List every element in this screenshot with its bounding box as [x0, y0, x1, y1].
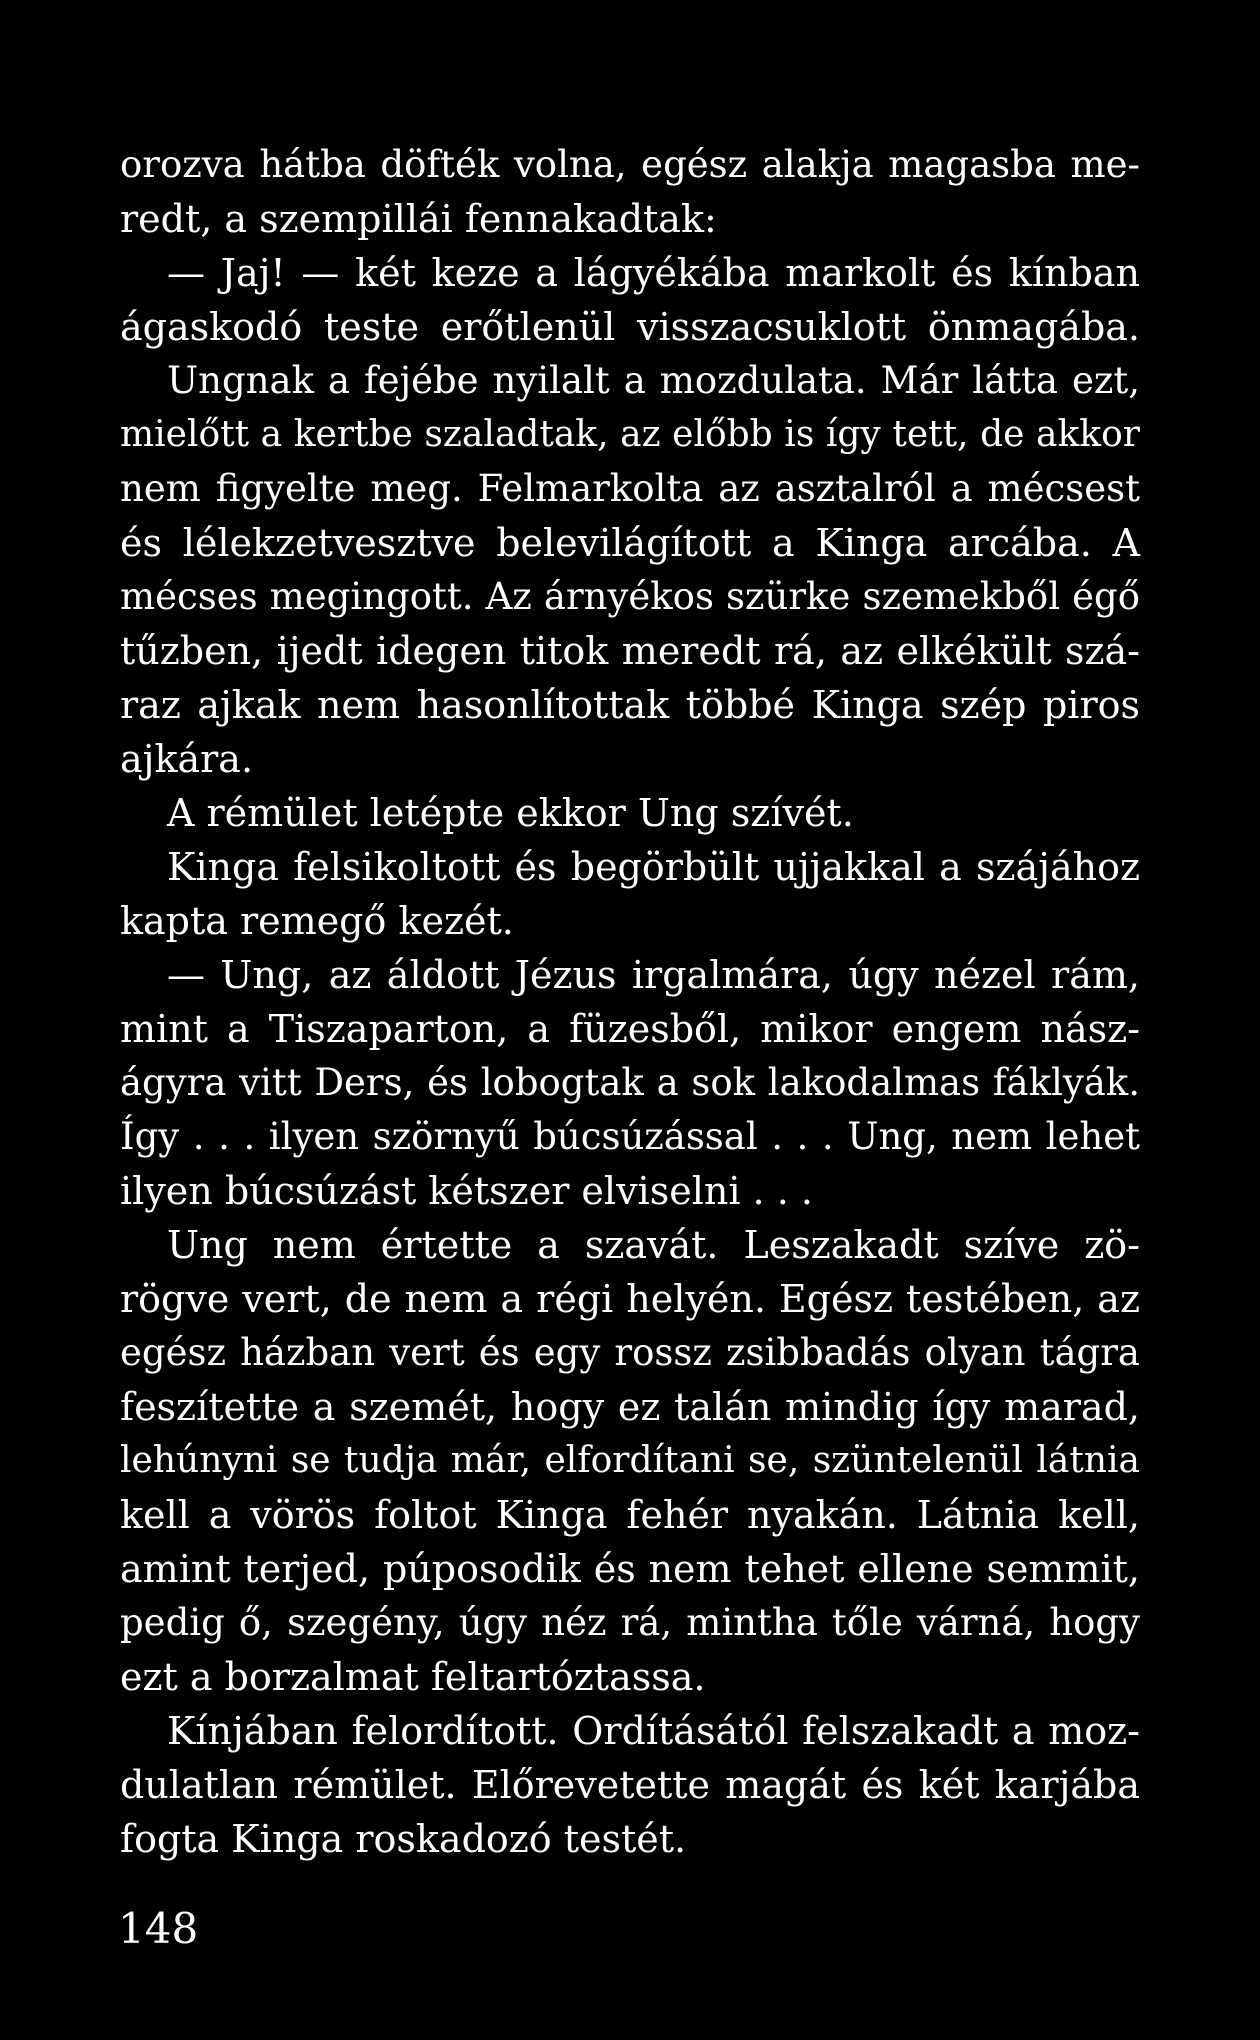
text-line: orozva hátba döfték volna, egész alakja magasba me-: [120, 143, 1140, 186]
text-line: redt, a szempillái fennakadtak:: [120, 197, 717, 241]
text-line: Ung nem értette a szavát. Leszakadt szíve zö-: [167, 1223, 1140, 1267]
text-line: A rémület letépte ekkor Ung szívét.: [167, 791, 854, 835]
text-line: mint a Tiszaparton, a füzesből, mikor engem nász-: [120, 1007, 1140, 1051]
text-line: Kinga felsikoltott és begörbült ujjakkal a szájához: [167, 845, 1140, 889]
text-line: kell a vörös foltot Kinga fehér nyakán. Látnia kell,: [120, 1493, 1140, 1537]
text-line: ágyra vitt Ders, és lobogtak a sok lakodalmas fáklyák.: [120, 1061, 1140, 1104]
text-line: pedig ő, szegény, úgy néz rá, mintha tőle várná, hogy: [120, 1601, 1140, 1644]
text-line: egész házban vert és egy rossz zsibbadás olyan tágra: [120, 1331, 1140, 1374]
text-line: — Ung, az áldott Jézus irgalmára, úgy nézel rám,: [167, 953, 1140, 997]
text-line: és lélekzetvesztve belevilágított a Kinga arcába. A: [120, 521, 1140, 565]
text-line: ilyen búcsúzást kétszer elviselni . . .: [120, 1169, 813, 1213]
text-line: mécses megingott. Az árnyékos szürke szemekből égő: [120, 575, 1140, 618]
text-line: raz ajkak nem hasonlítottak többé Kinga szép piros: [120, 683, 1140, 727]
text-line: kapta remegő kezét.: [120, 899, 514, 943]
text-line: ágaskodó teste erőtlenül visszacsuklott önmagába.: [120, 305, 1140, 349]
text-line: mielőtt a kertbe szaladtak, az előbb is így tett, de akkor: [120, 414, 1140, 455]
text-line: Kínjában felordított. Ordításától felszakadt a moz-: [167, 1709, 1140, 1753]
text-line: — Jaj! — két keze a lágyékába markolt és kínban: [167, 251, 1140, 295]
text-line: feszítette a szemét, hogy ez talán mindig így marad,: [120, 1385, 1140, 1429]
text-line: rögve vert, de nem a régi helyén. Egész testében, az: [120, 1277, 1140, 1321]
text-line: dulatlan rémület. Előrevetette magát és két karjába: [120, 1763, 1140, 1807]
text-line: fogta Kinga roskadozó testét.: [120, 1817, 687, 1861]
text-line: Ungnak a fejébe nyilalt a mozdulata. Már látta ezt,: [167, 359, 1140, 402]
text-line: ezt a borzalmat feltartóztassa.: [120, 1655, 706, 1699]
text-line: tűzben, ijedt idegen titok meredt rá, az elkékült szá-: [120, 629, 1140, 673]
text-line: amint terjed, púposodik és nem tehet ellene semmit,: [120, 1547, 1140, 1591]
page-number: 148: [118, 1904, 199, 1953]
text-line: Így . . . ilyen szörnyű búcsúzással . . . Ung, nem lehet: [120, 1115, 1140, 1158]
text-line: ajkára.: [120, 737, 254, 781]
text-line: lehúnyni se tudja már, elfordítani se, szüntelenül látnia: [120, 1440, 1140, 1481]
text-line: nem figyelte meg. Felmarkolta az asztalról a mécsest: [120, 467, 1140, 510]
